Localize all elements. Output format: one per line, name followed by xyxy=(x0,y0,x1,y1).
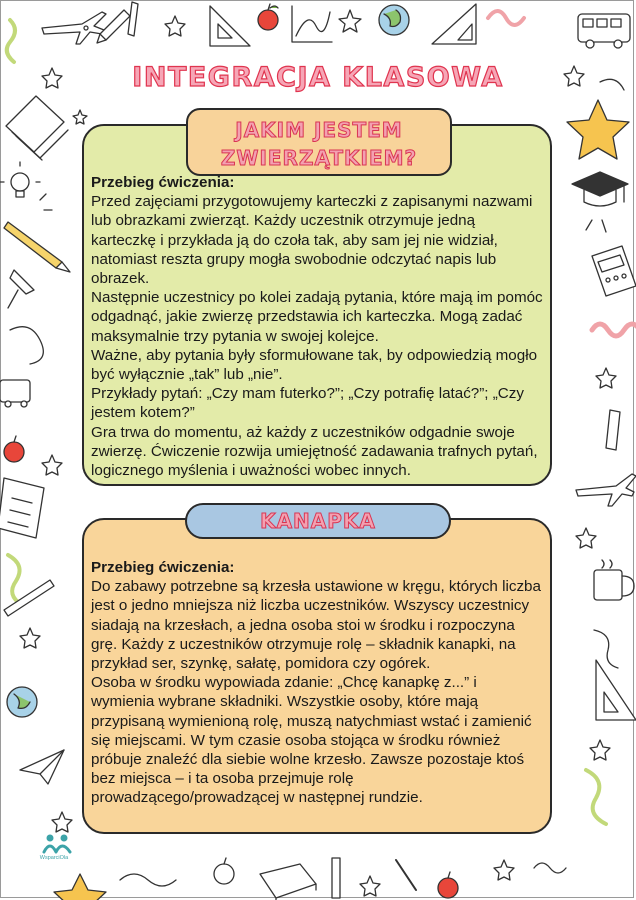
pencil-icon xyxy=(332,858,340,898)
section-1-heading: Przebieg ćwiczenia: xyxy=(91,174,235,191)
logo-text: WsparciOla xyxy=(39,855,69,861)
section-1-paragraph: Przed zajęciami przygotowujemy karteczki z zapisanymi nazwami lub obrazkami zwierząt. Każdy uczestnik otrzymuje jedną karteczkę i przykłada ją do czoła tak, aby sam jej nie widział, natomiast reszta grupy mogła swobodnie odczytać napis lub obrazek. xyxy=(91,193,533,288)
swirl-icon xyxy=(7,20,15,62)
section-1-paragraph: Ważne, aby pytania były sformułowane tak, by odpowiedzią mogło być wyłącznie „tak” lub „nie”. xyxy=(91,346,538,384)
apple-icon xyxy=(4,436,24,462)
star-icon xyxy=(590,740,610,760)
section-1-paragraph: Następnie uczestnicy po kolei zadają pytania, które mają im pomóc odgadnąć, jakie zwierzę przedstawia ich karteczka. Mogą zadać maksymalnie trzy pytania w swojej kolejce. xyxy=(91,289,543,345)
bus-icon xyxy=(0,380,30,407)
graduation-cap-icon xyxy=(572,172,628,206)
swirl-icon xyxy=(592,324,636,336)
section-1-paragraph: Przykłady pytań: „Czy mam futerko?”; „Czy potrafię latać?”; „Czy jestem kotem?” xyxy=(91,385,524,422)
section-1-label-line1: JAKIM JESTEM xyxy=(235,118,403,142)
section-2-body xyxy=(91,558,543,808)
section-2-paragraph: Do zabawy potrzebne są krzesła ustawione w kręgu, których liczba jest o jedno mniejsza niż liczba uczestników. Wszyscy uczestnicy siadają na krzesłach, a jedna osoba stoi w środku i rozpoczyna grę. Każdy z uczestników otrzymuje rolę – składnik kanapki, na przykład ser, szynkę, sałatę, pomidora czy ogórek. xyxy=(91,578,541,673)
graph-icon xyxy=(292,6,332,42)
star-icon xyxy=(20,628,40,648)
bus-icon xyxy=(578,14,630,48)
pencil-icon xyxy=(606,410,620,450)
star-icon xyxy=(54,874,106,900)
logo-icon xyxy=(44,835,70,853)
pencil-icon xyxy=(4,222,70,272)
pencil-icon xyxy=(128,2,138,36)
notebook-icon xyxy=(0,478,44,538)
lightbulb-icon xyxy=(0,162,40,197)
airplane-icon xyxy=(42,12,106,44)
section-2-label: KANAPKA xyxy=(185,503,451,539)
star-icon xyxy=(165,16,185,36)
star-icon xyxy=(576,528,596,548)
swirl-icon xyxy=(8,555,22,605)
triangle-ruler-icon xyxy=(210,6,250,46)
calculator-icon xyxy=(592,246,636,296)
section-2-heading: Przebieg ćwiczenia: xyxy=(91,559,235,576)
star-icon xyxy=(567,100,629,159)
triangle-ruler-icon xyxy=(432,4,476,44)
triangle-ruler-icon xyxy=(596,660,636,720)
star-icon xyxy=(52,812,72,832)
paper-plane-icon xyxy=(20,750,64,784)
book-icon xyxy=(260,864,316,900)
star-icon xyxy=(339,10,361,32)
book-icon xyxy=(6,96,68,160)
airplane-icon xyxy=(576,474,636,506)
star-icon xyxy=(494,860,514,880)
section-1-body xyxy=(91,173,543,480)
section-1-label-line2: ZWIERZĄTKIEM? xyxy=(220,146,418,170)
star-icon xyxy=(73,110,87,124)
section-1-paragraph: Gra trwa do momentu, aż każdy z uczestników odgadnie swoje zwierzę. Ćwiczenie rozwija umiejętność zadawania trafnych pytań, logicznego myślenia i uważności wobec innych. xyxy=(91,423,538,480)
apple-icon xyxy=(258,4,278,30)
globe-icon xyxy=(379,5,409,35)
apple-icon xyxy=(214,858,234,884)
star-icon xyxy=(596,368,616,388)
coffee-mug-icon xyxy=(594,560,634,600)
apple-icon xyxy=(438,872,458,898)
section-1-label xyxy=(186,108,452,176)
swirl-icon xyxy=(586,770,606,824)
globe-icon xyxy=(7,687,37,717)
swirl-icon xyxy=(120,874,176,886)
page-title: INTEGRACJA KLASOWA xyxy=(132,62,504,93)
pushpin-icon xyxy=(8,270,34,308)
star-icon xyxy=(360,876,380,896)
star-icon xyxy=(42,455,62,475)
section-2-paragraph: Osoba w środku wypowiada zdanie: „Chcę kanapkę z...” i wymienia wybrane składniki. Wszystkie osoby, które mają przypisaną wymienioną rolę, muszą natychmiast wstać i zamienić się miejscami. W tym czasie osoba stojąca w środku również próbuje znaleźć dla siebie wolne krzesło. Zawsze pozostaje ktoś bez miejsca – i ta osoba przejmuje rolę prowadzącego/prowadzącej w następnej rundzie. xyxy=(91,674,532,807)
